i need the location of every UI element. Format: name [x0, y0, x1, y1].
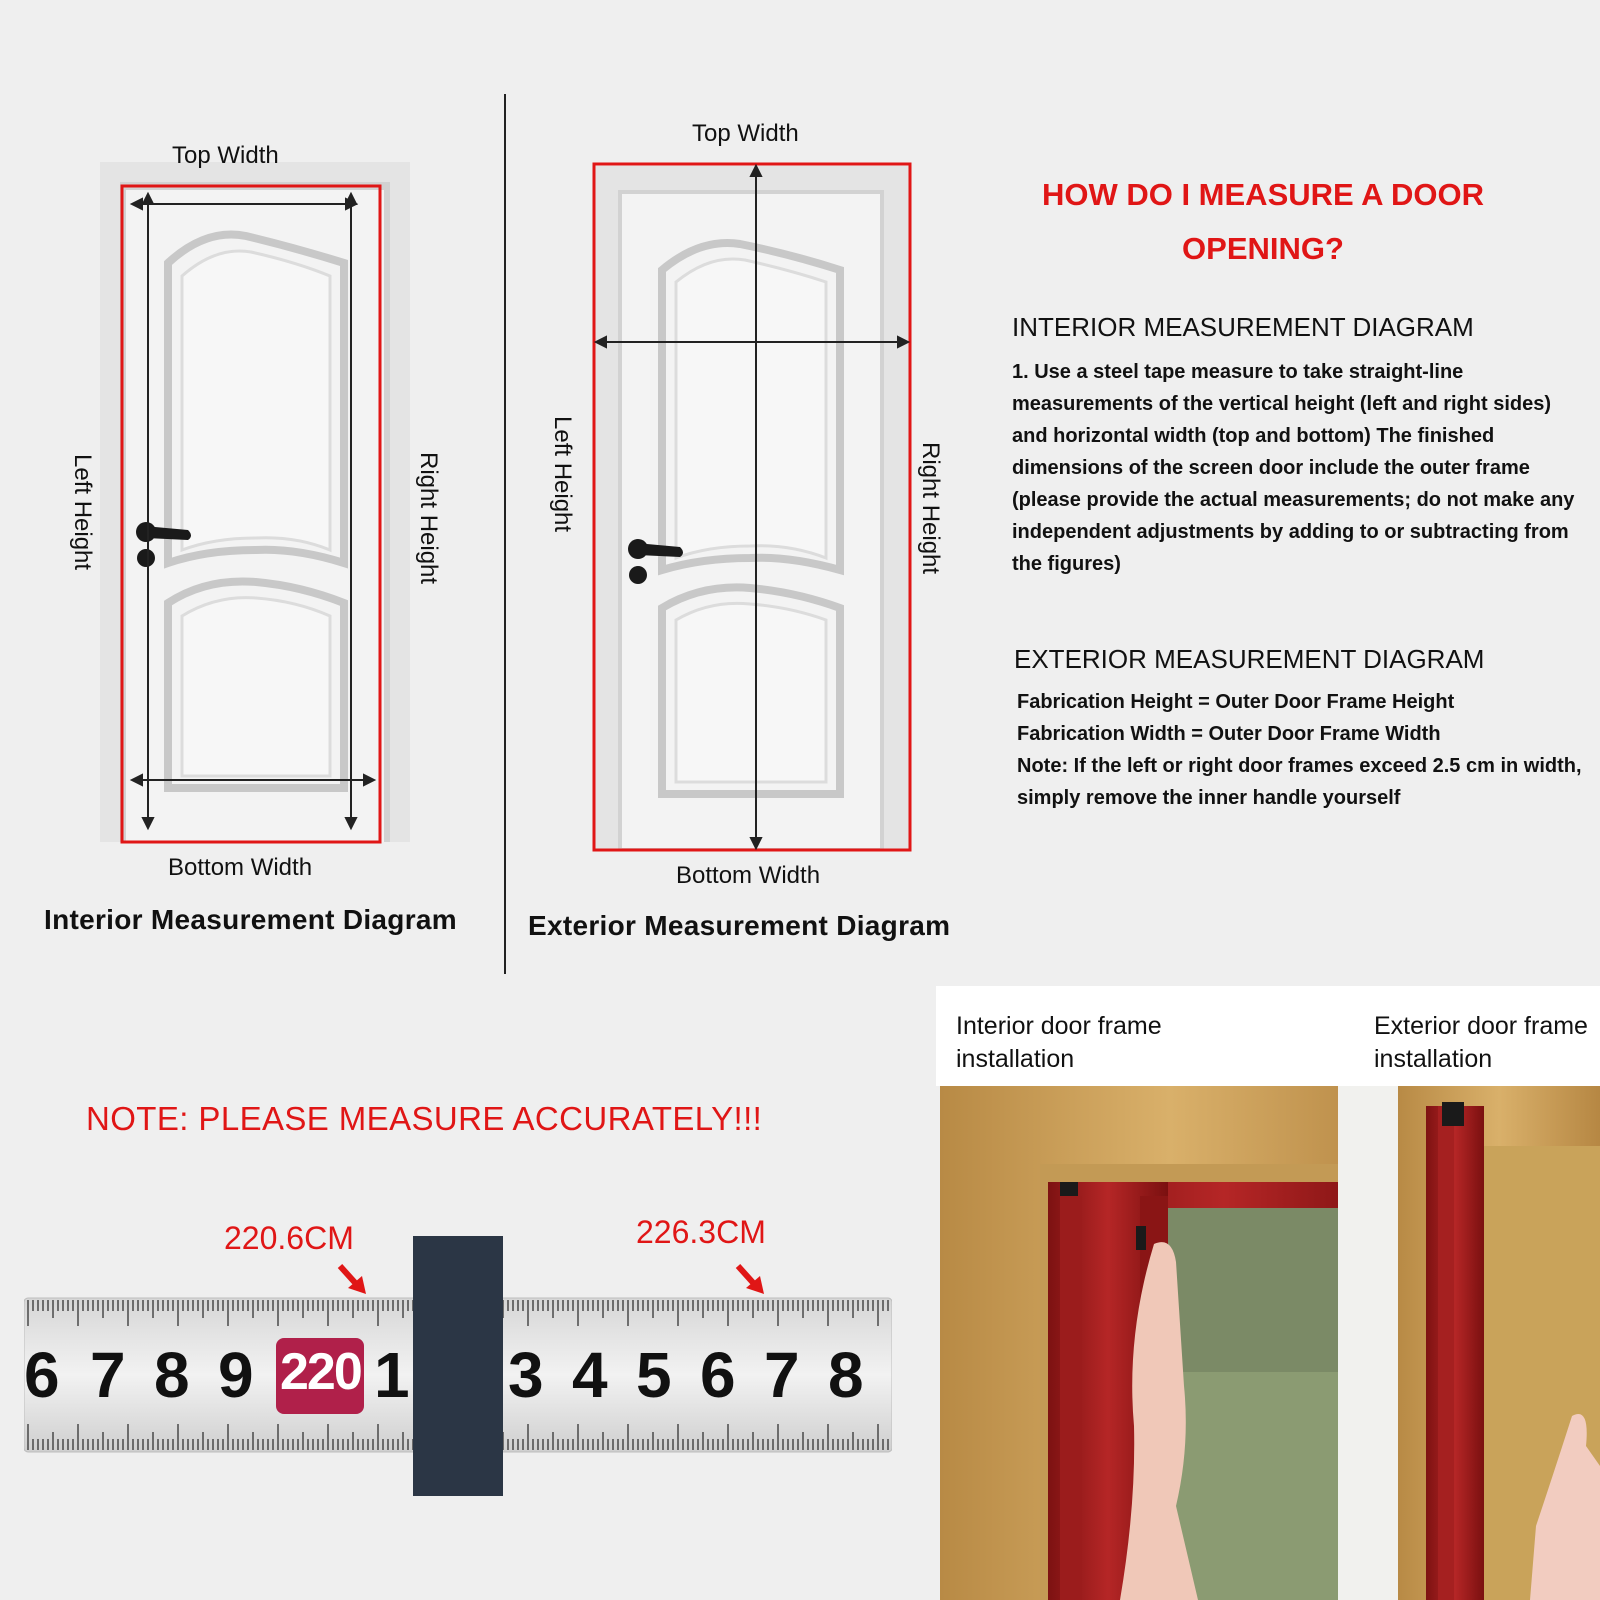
exterior-top-width-label: Top Width: [692, 120, 799, 147]
tape-digit: 7: [90, 1339, 126, 1411]
right-pointer-arrow-icon: [734, 1262, 768, 1298]
tape-digit: 9: [218, 1339, 254, 1411]
left-pointer-arrow-icon: [336, 1262, 370, 1298]
exterior-install-label: Exterior door frame installation: [1374, 1012, 1588, 1073]
instructions-headline: HOW DO I MEASURE A DOOR OPENING?: [1041, 177, 1485, 266]
interior-bottom-width-label: Bottom Width: [168, 854, 313, 881]
door-lock-icon: [629, 566, 647, 584]
tape-digit: 1: [374, 1339, 410, 1411]
exterior-diagram-caption: Exterior Measurement Diagram: [528, 910, 951, 941]
exterior-instruction-line-2: Fabrication Width = Outer Door Frame Width: [1017, 723, 1441, 745]
tape-digit: 4: [572, 1339, 608, 1411]
tape-digit: 8: [828, 1339, 864, 1411]
tape-digit-highlighted: 220: [280, 1343, 361, 1401]
section-divider: [504, 94, 506, 974]
exterior-right-height-label: Right Height: [917, 442, 944, 575]
door-lock-icon: [137, 549, 155, 567]
interior-diagram-caption: Interior Measurement Diagram: [44, 904, 457, 935]
tape-marker-block: [413, 1236, 503, 1496]
left-measurement-label: 220.6CM: [224, 1220, 354, 1256]
tape-digit: 5: [636, 1339, 672, 1411]
tape-digit: 8: [154, 1339, 190, 1411]
exterior-left-height-label: Left Height: [549, 416, 576, 533]
tape-digit: 6: [700, 1339, 736, 1411]
interior-install-label: Interior door frame installation: [956, 1012, 1162, 1073]
exterior-instruction-line-3: Note: If the left or right door frames exceed 2.5 cm in width, simply remove the inner handle yourself: [1017, 755, 1582, 809]
measure-accurately-note: NOTE: PLEASE MEASURE ACCURATELY!!!: [86, 1100, 763, 1137]
exterior-bottom-width-label: Bottom Width: [676, 862, 821, 889]
tape-digit: 6: [24, 1339, 60, 1411]
tape-digit: 7: [764, 1339, 800, 1411]
tape-digit: 3: [508, 1339, 544, 1411]
exterior-door-illustration: [590, 160, 916, 854]
interior-right-height-label: Right Height: [415, 452, 442, 585]
interior-top-width-label: Top Width: [172, 142, 279, 169]
interior-section-title: INTERIOR MEASUREMENT DIAGRAM: [1012, 312, 1474, 342]
right-measurement-label: 226.3CM: [636, 1214, 766, 1250]
interior-left-height-label: Left Height: [69, 454, 96, 571]
exterior-section-title: EXTERIOR MEASUREMENT DIAGRAM: [1014, 644, 1485, 674]
installation-photo: [940, 1086, 1600, 1600]
exterior-instruction-line-1: Fabrication Height = Outer Door Frame Height: [1017, 691, 1455, 713]
interior-instructions-text: 1. Use a steel tape measure to take straight-line measurements of the vertical height (left and right sides) and horizontal width (top and bottom) The finished dimensions of the screen door include the outer frame (please provide the actual measurements; do not make any independent adjustments by adding to or subtracting from the figures): [1012, 361, 1575, 575]
interior-door-illustration: [96, 158, 416, 848]
